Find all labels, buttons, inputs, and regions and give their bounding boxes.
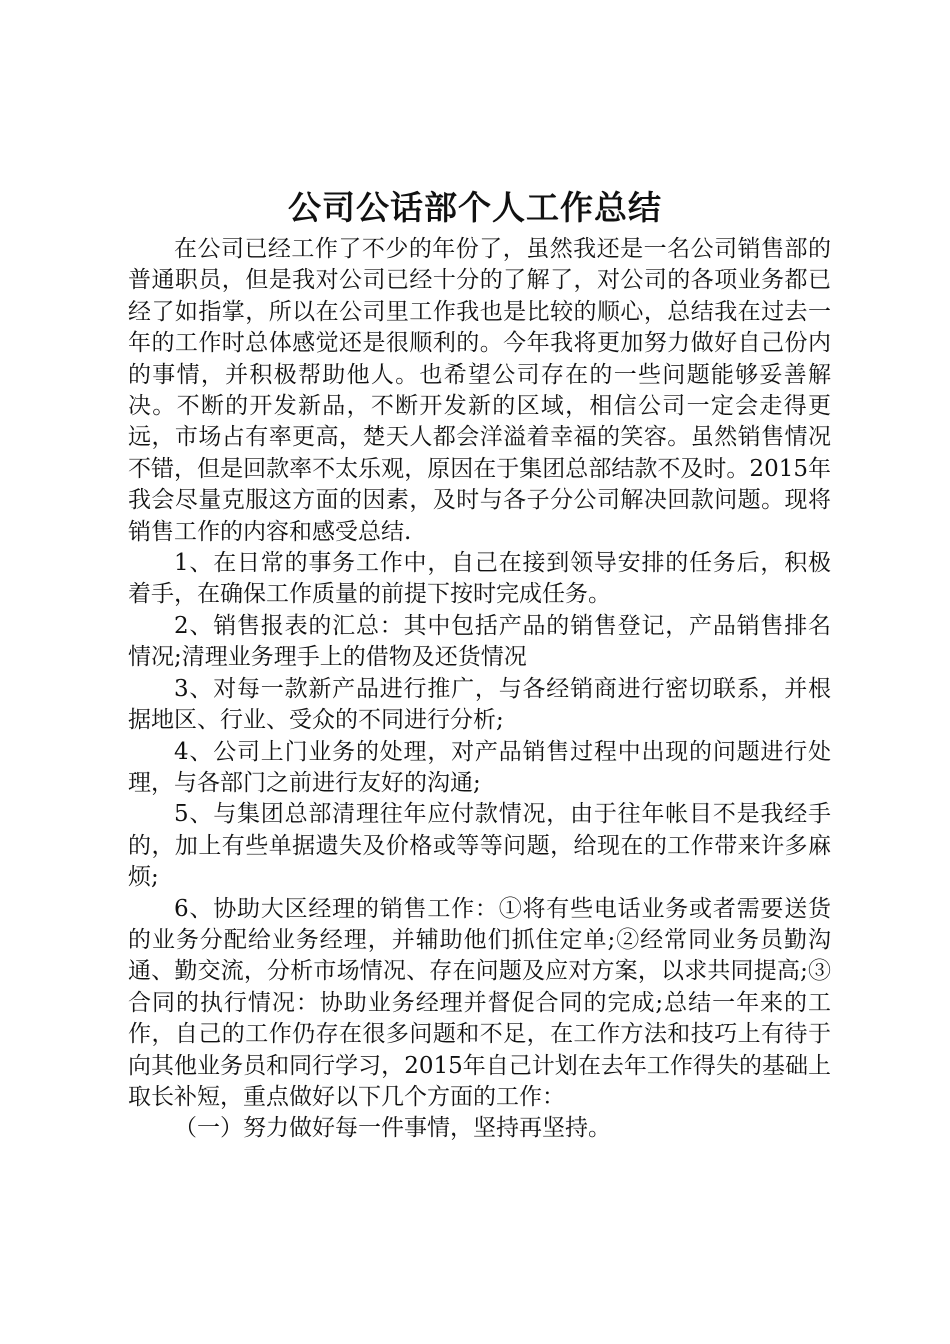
paragraph-intro: 在公司已经工作了不少的年份了，虽然我还是一名公司销售部的普通职员，但是我对公司已经十分的了解了，对公司的各项业务都已经了如指掌，所以在公司里工作我也是比较的顺心，总结我在过去一年的工作时总体感觉还是很顺利的。今年我将更加努力做好自己份内的事情，并积极帮助他人。也希望公司存在的一些问题能够妥善解决。不断的开发新品，不断开发新的区域，相信公司一定会走得更远，市场占有率更高，楚天人都会洋溢着幸福的笑容。虽然销售情况不错，但是回款率不太乐观，原因在于集团总部结款不及时。2015年我会尽量克服这方面的因素，及时与各子分公司解决回款问题。现将销售工作的内容和感受总结.: [128, 236, 831, 545]
paragraph-item-1: 1、在日常的事务工作中，自己在接到领导安排的任务后，积极着手，在确保工作质量的前提下按时完成任务。: [128, 550, 831, 608]
paragraph-item-3: 3、对每一款新产品进行推广，与各经销商进行密切联系，并根据地区、行业、受众的不同进行分析;: [128, 675, 831, 734]
paragraph-item-6: 6、协助大区经理的销售工作：①将有些电话业务或者需要送货的业务分配给业务经理，并辅助他们抓住定单;②经常同业务员勤沟通、勤交流，分析市场情况、存在问题及应对方案，以求共同提高;③合同的执行情况：协助业务经理并督促合同的完成;总结一年来的工作，自己的工作仍存在很多问题和不足，在工作方法和技巧上有待于向其他业务员和同行学习，2015年自己计划在去年工作得失的基础上取长补短，重点做好以下几个方面的工作：: [128, 895, 831, 1110]
paragraph-item-2: 2、销售报表的汇总：其中包括产品的销售登记，产品销售排名情况;清理业务理手上的借物及还货情况: [128, 612, 831, 671]
paragraph-item-4: 4、公司上门业务的处理，对产品销售过程中出现的问题进行处理，与各部门之前进行友好的沟通;: [128, 738, 831, 796]
document-body: [128, 234, 831, 1145]
document-title: 公司公话部个人工作总结: [288, 188, 662, 227]
paragraph-item-5: 5、与集团总部清理往年应付款情况，由于往年帐目不是我经手的，加上有些单据遗失及价格或等等问题，给现在的工作带来许多麻烦;: [128, 801, 831, 891]
paragraph-subheading-1: （一）努力做好每一件事情，坚持再坚持。: [174, 1115, 611, 1142]
